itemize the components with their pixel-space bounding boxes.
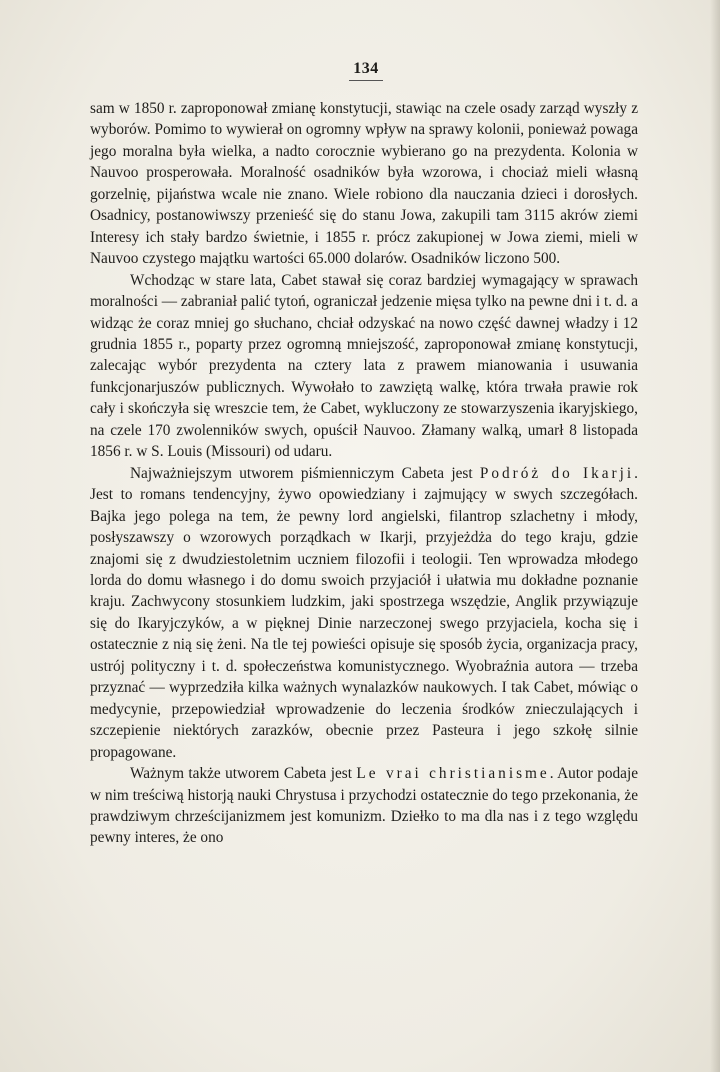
paragraph-1-text: sam w 1850 r. zaproponował zmianę konstytucji, stawiąc na czele osady zarząd wyszły z wyborów. Pomimo to wywierał on ogromny wpływ na sprawy kolonii, ponieważ powaga jego moralna była wielka, a nadto corocznie wybierano go na prezydenta. Kolonia w Nauvoo prosperowała. Moralność osadników była wzorowa, i chociaż mieli własną gorzelnię, pijaństwa wcale nie znano. Wiele robiono dla nauczania dzieci i dorosłych. Osadnicy, postanowiwszy przenieść się do stanu Jowa, zakupili tam 3115 akrów ziemi Interesy ich stały bardzo świetnie, i 1855 r. prócz zakupionej w Jowa ziemi, mieli w Nauvoo czystego majątku wartości 65.000 dolarów. Osadników liczono 500. bbox=[90, 100, 638, 268]
paragraph-2 bbox=[90, 270, 638, 463]
page-number bbox=[0, 60, 720, 81]
paragraph-4-text-a: Ważnym także utworem Cabeta jest bbox=[130, 765, 357, 783]
page-edge-shadow bbox=[710, 0, 720, 1072]
paragraph-1 bbox=[90, 98, 638, 270]
paragraph-3-text-a: Najważniejszym utworem piśmienniczym Cabeta jest bbox=[130, 464, 480, 482]
paragraph-4 bbox=[90, 763, 638, 849]
paragraph-3-text-b: . Jest to romans tendencyjny, żywo opowiedziany i zajmujący w swych szczegółach. Bajka jego polega na tem, że pewny lord angielski, filantrop szlachetny i młody, posłyszawszy o wzorowych porządkach w Ikarji, przyjeżdża do tego kraju, gdzie znajomi się z dwudziestoletnim uczniem filozofii i teologii. Ten wprowadza młodego lorda do domu własnego i do domu swoich przyjaciół i ułatwia mu dokładne poznanie kraju. Zachwycony stosunkiem ludzkim, jaki spostrzega wszędzie, Anglik przywiązuje się do Ikaryjczyków, a w pięknej Dinie narzeczonej swego przyjaciela, kocha się i ostatecznie z nią się żeni. Na tle tej powieści opisuje się sposób życia, organizacja pracy, ustrój polityczny i t. d. społeczeństwa komunistycznego. Wyobraźnia autora — trzeba przyznać — wyprzedziła kilka ważnych wynalazków naukowych. I tak Cabet, mówiąc o medycynie, przepowiedział wprowadzenie do leczenia środków znieczulających i szczepienie niektórych zarazków, obecnie przez Pasteura i jego szkołę silnie propagowane. bbox=[90, 464, 638, 761]
page-number-text: 134 bbox=[349, 60, 383, 81]
paragraph-3 bbox=[90, 463, 638, 763]
paragraph-4-text-b: . Autor podaje w nim treściwą historją nauki Chrystusa i przychodzi ostatecznie do tego przekonania, że prawdziwym chrześcijanizmem jest komunizm. Dziełko to ma dla nas i z tego względu pewny interes, że ono bbox=[90, 765, 638, 847]
book-title-le-vrai-christianisme: Le vrai christianisme bbox=[356, 765, 550, 783]
book-title-podroz-do-ikarji: Podróż do Ikarji bbox=[479, 464, 635, 482]
body-text bbox=[90, 98, 638, 849]
paragraph-2-text: Wchodząc w stare lata, Cabet stawał się coraz bardziej wymagający w sprawach moralności — zabraniał palić tytoń, ograniczał jedzenie mięsa tylko na pewne dni i t. d. a widząc że coraz mniej go słuchano, chciał odzyskać na nowo część dawnej władzy i 12 grudnia 1855 r., poparty przez ogromną mniejszość, zaproponował zmianę konstytucji, zalecając wybór prezydenta na cztery lata z prawem mianowania i usuwania funkcjonarjuszów publicznych. Wywołało to zawziętą walkę, która trwała prawie rok cały i skończyła się wreszcie tem, że Cabet, wykluczony ze stowarzyszenia ikaryjskiego, na czele 170 zwolenników swych, opuścił Nauvoo. Złamany walką, umarł 8 listopada 1856 r. w S. Louis (Missouri) od udaru. bbox=[90, 271, 638, 461]
